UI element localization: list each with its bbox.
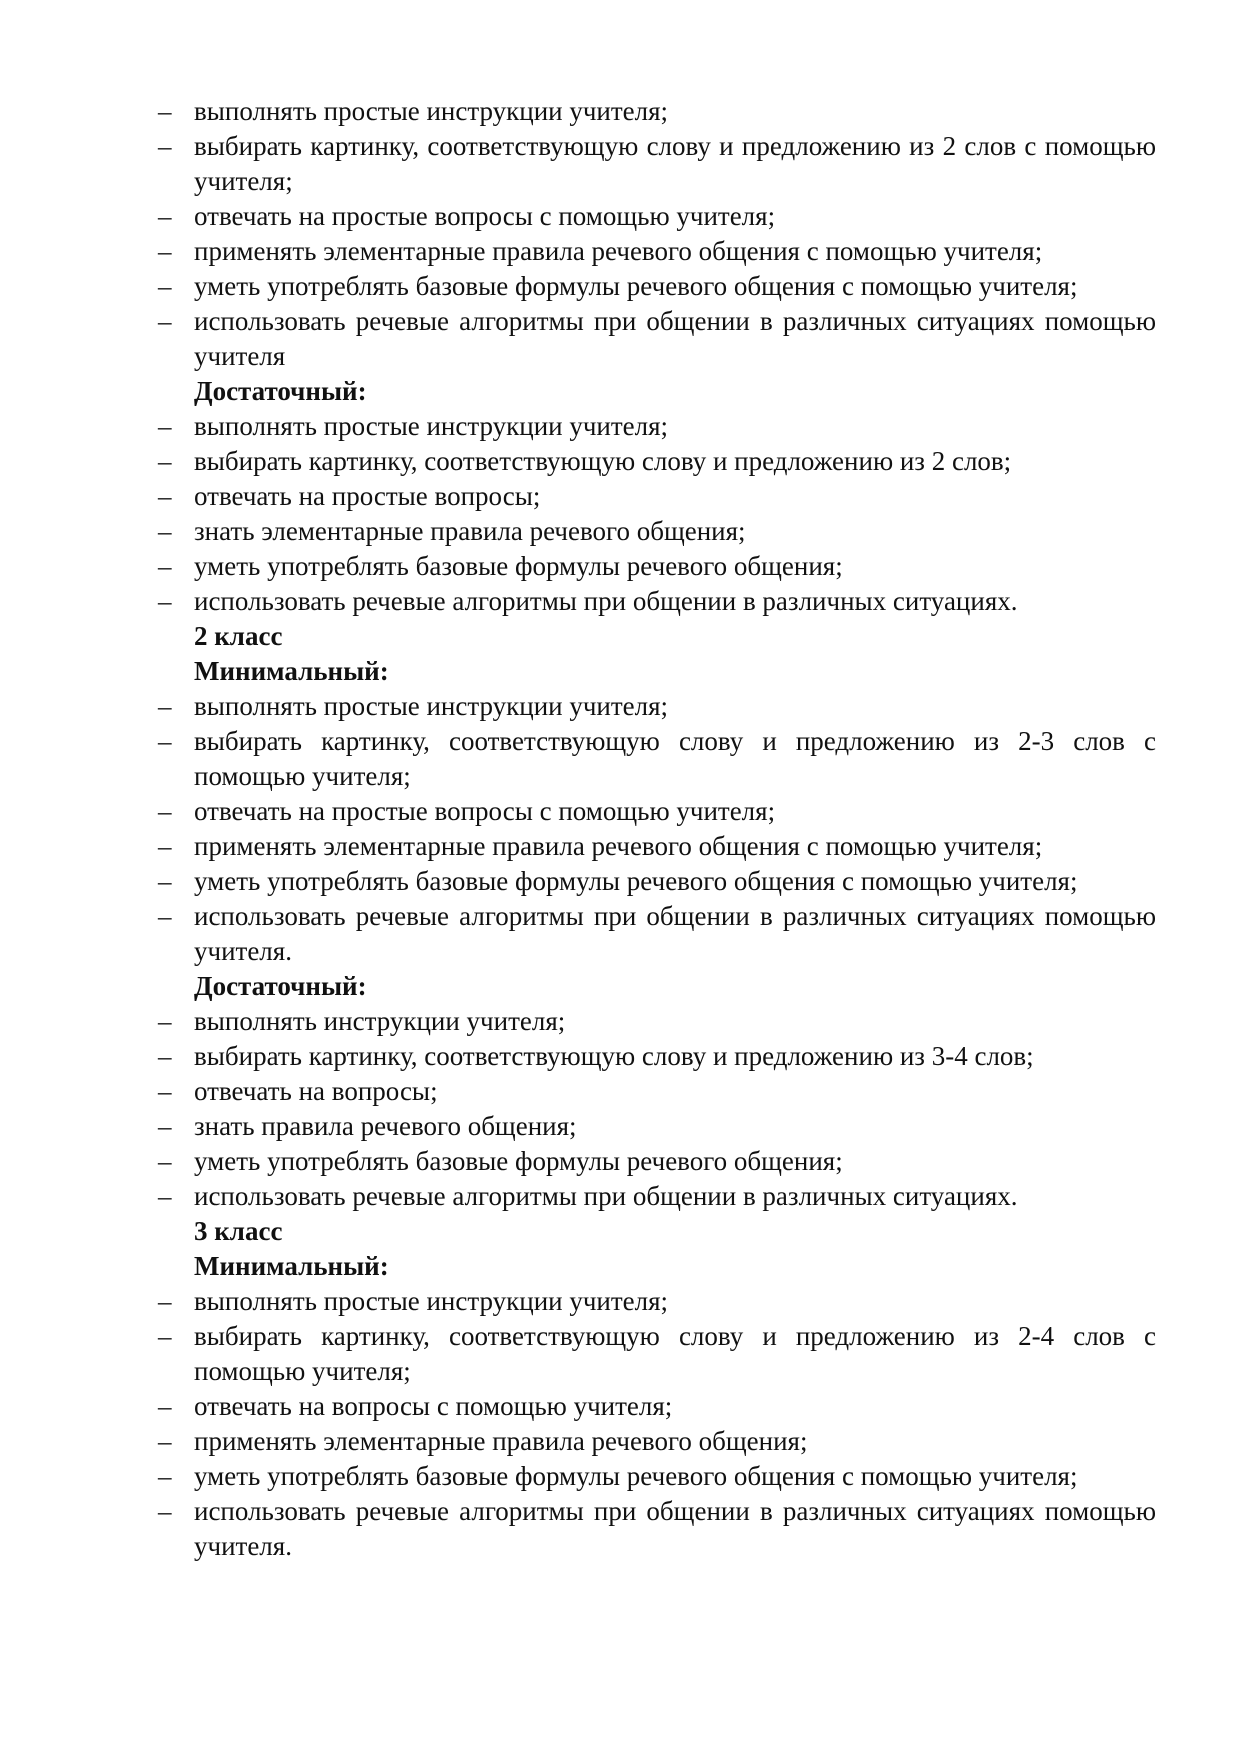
list-item xyxy=(158,269,1156,304)
list-item-text: применять элементарные правила речевого общения с помощью учителя; xyxy=(194,236,1043,266)
list-item xyxy=(158,1494,1156,1564)
list-item xyxy=(158,1319,1156,1389)
dash-bullet-icon: – xyxy=(158,551,172,581)
list-item-text: использовать речевые алгоритмы при общении в различных ситуациях помощью учителя xyxy=(194,306,1156,371)
dash-bullet-icon: – xyxy=(158,1496,172,1526)
dash-bullet-icon: – xyxy=(158,1461,172,1491)
list-item-text: знать правила речевого общения; xyxy=(194,1111,577,1141)
list-item-text: выбирать картинку, соответствующую слову и предложению из 3-4 слов; xyxy=(194,1041,1034,1071)
list-item-text: выбирать картинку, соответствующую слову и предложению из 2 слов с помощью учителя; xyxy=(194,131,1156,196)
list-item-text: знать элементарные правила речевого общения; xyxy=(194,516,746,546)
dash-bullet-icon: – xyxy=(158,1426,172,1456)
dash-bullet-icon: – xyxy=(158,1041,172,1071)
section-heading: Достаточный: xyxy=(194,971,367,1001)
list-item xyxy=(158,1424,1156,1459)
list-item-text: выполнять инструкции учителя; xyxy=(194,1006,566,1036)
dash-bullet-icon: – xyxy=(158,1286,172,1316)
list-item-text: уметь употреблять базовые формулы речевого общения с помощью учителя; xyxy=(194,271,1078,301)
list-item-text: использовать речевые алгоритмы при общении в различных ситуациях помощью учителя. xyxy=(194,1496,1156,1561)
dash-bullet-icon: – xyxy=(158,236,172,266)
list-item-text: отвечать на простые вопросы с помощью учителя; xyxy=(194,201,776,231)
list-item xyxy=(158,1144,1156,1179)
list-item xyxy=(158,1004,1156,1039)
list-item-text: выбирать картинку, соответствующую слову и предложению из 2-3 слов с помощью учителя; xyxy=(194,726,1156,791)
list-item xyxy=(158,1109,1156,1144)
dash-bullet-icon: – xyxy=(158,1391,172,1421)
list-item-text: применять элементарные правила речевого общения с помощью учителя; xyxy=(194,831,1043,861)
list-item-text: использовать речевые алгоритмы при общении в различных ситуациях помощью учителя. xyxy=(194,901,1156,966)
dash-bullet-icon: – xyxy=(158,131,172,161)
list-item-text: уметь употреблять базовые формулы речевого общения с помощью учителя; xyxy=(194,866,1078,896)
list-item-text: отвечать на простые вопросы с помощью учителя; xyxy=(194,796,776,826)
list-item xyxy=(158,129,1156,199)
list-item xyxy=(158,724,1156,794)
dash-bullet-icon: – xyxy=(158,1146,172,1176)
list-item xyxy=(158,304,1156,374)
list-item-text: отвечать на простые вопросы; xyxy=(194,481,541,511)
list-item xyxy=(158,1074,1156,1109)
dash-bullet-icon: – xyxy=(158,831,172,861)
list-item xyxy=(158,794,1156,829)
list-item xyxy=(158,689,1156,724)
list-item xyxy=(158,479,1156,514)
list-item-text: отвечать на вопросы; xyxy=(194,1076,438,1106)
list-item-text: выполнять простые инструкции учителя; xyxy=(194,96,669,126)
section-heading: 3 класс xyxy=(194,1216,283,1246)
list-item xyxy=(158,1039,1156,1074)
dash-bullet-icon: – xyxy=(158,691,172,721)
dash-bullet-icon: – xyxy=(158,446,172,476)
list-item xyxy=(158,829,1156,864)
list-item xyxy=(158,234,1156,269)
dash-bullet-icon: – xyxy=(158,1321,172,1351)
list-item-text: использовать речевые алгоритмы при общении в различных ситуациях. xyxy=(194,586,1018,616)
list-item-text: применять элементарные правила речевого общения; xyxy=(194,1426,808,1456)
list-item-text: уметь употреблять базовые формулы речевого общения; xyxy=(194,551,843,581)
dash-bullet-icon: – xyxy=(158,96,172,126)
list-item-text: выбирать картинку, соответствующую слову и предложению из 2-4 слов с помощью учителя; xyxy=(194,1321,1156,1386)
section-heading: Минимальный: xyxy=(194,1251,389,1281)
list-item xyxy=(158,864,1156,899)
list-item xyxy=(158,1284,1156,1319)
dash-bullet-icon: – xyxy=(158,586,172,616)
dash-bullet-icon: – xyxy=(158,1006,172,1036)
list-item-text: уметь употреблять базовые формулы речевого общения с помощью учителя; xyxy=(194,1461,1078,1491)
section-heading: 2 класс xyxy=(194,621,283,651)
dash-bullet-icon: – xyxy=(158,411,172,441)
list-item xyxy=(158,444,1156,479)
dash-bullet-icon: – xyxy=(158,481,172,511)
dash-bullet-icon: – xyxy=(158,1181,172,1211)
list-item xyxy=(158,199,1156,234)
list-item xyxy=(158,409,1156,444)
list-item xyxy=(158,899,1156,969)
document-content xyxy=(158,94,1156,1564)
list-item-text: выбирать картинку, соответствующую слову и предложению из 2 слов; xyxy=(194,446,1012,476)
list-item xyxy=(158,584,1156,619)
list-item xyxy=(158,94,1156,129)
list-item xyxy=(158,1389,1156,1424)
dash-bullet-icon: – xyxy=(158,866,172,896)
dash-bullet-icon: – xyxy=(158,796,172,826)
section-heading: Минимальный: xyxy=(194,656,389,686)
list-item xyxy=(158,1179,1156,1214)
list-item-text: выполнять простые инструкции учителя; xyxy=(194,1286,669,1316)
list-item xyxy=(158,1459,1156,1494)
list-item-text: уметь употреблять базовые формулы речевого общения; xyxy=(194,1146,843,1176)
dash-bullet-icon: – xyxy=(158,306,172,336)
dash-bullet-icon: – xyxy=(158,271,172,301)
dash-bullet-icon: – xyxy=(158,726,172,756)
list-item-text: использовать речевые алгоритмы при общении в различных ситуациях. xyxy=(194,1181,1018,1211)
dash-bullet-icon: – xyxy=(158,516,172,546)
dash-bullet-icon: – xyxy=(158,1076,172,1106)
list-item-text: выполнять простые инструкции учителя; xyxy=(194,411,669,441)
list-item xyxy=(158,549,1156,584)
list-item-text: выполнять простые инструкции учителя; xyxy=(194,691,669,721)
dash-bullet-icon: – xyxy=(158,901,172,931)
list-item-text: отвечать на вопросы с помощью учителя; xyxy=(194,1391,673,1421)
dash-bullet-icon: – xyxy=(158,1111,172,1141)
dash-bullet-icon: – xyxy=(158,201,172,231)
section-heading: Достаточный: xyxy=(194,376,367,406)
list-item xyxy=(158,514,1156,549)
